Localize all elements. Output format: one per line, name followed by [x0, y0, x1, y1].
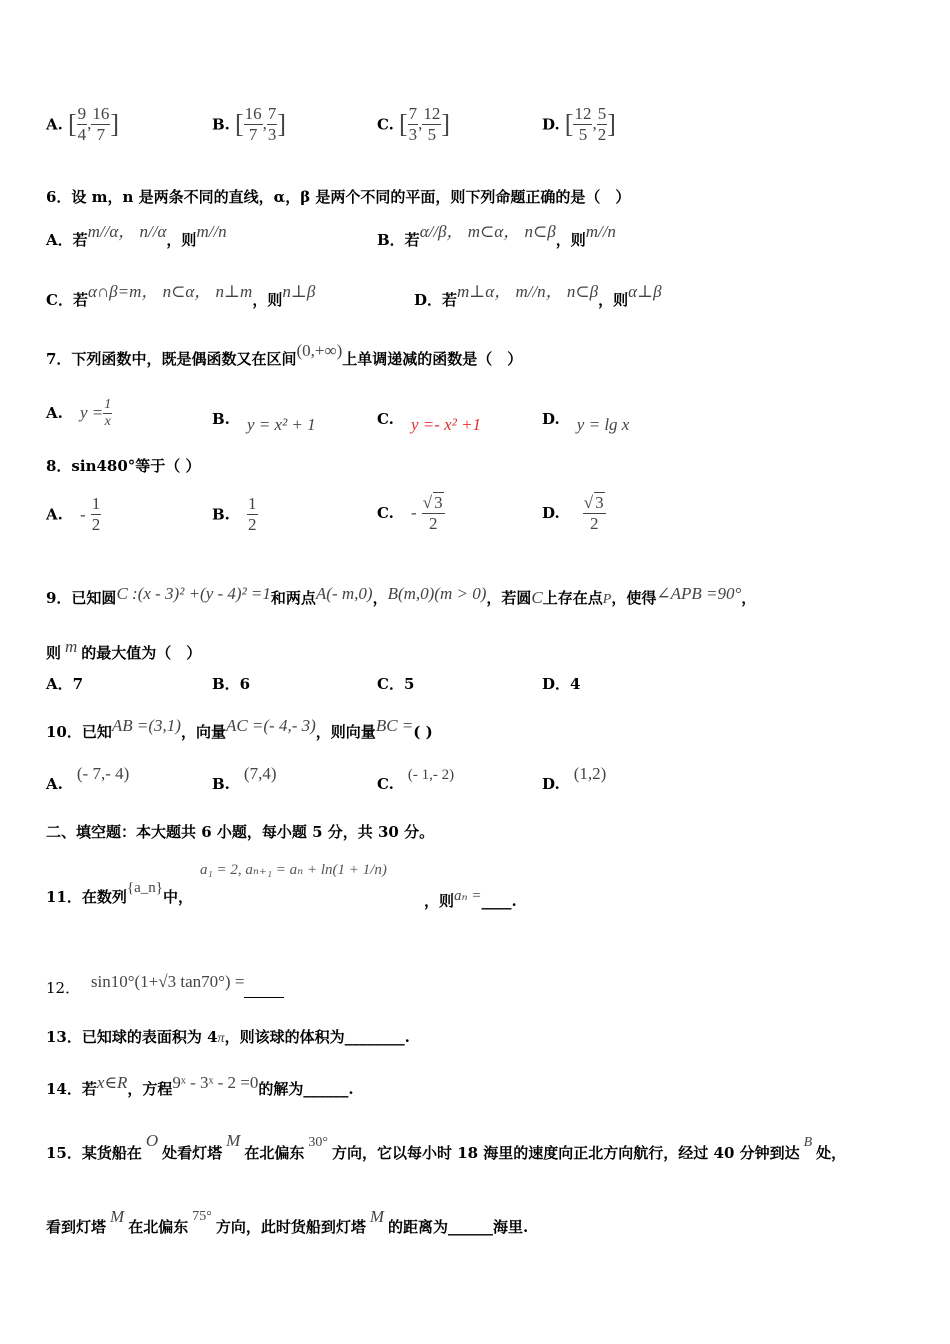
- q6-stem: 6．设 m，n 是两条不同的直线，α，β 是两个不同的平面，则下列命题正确的是（ ）: [46, 188, 631, 206]
- stem-text: 上存在点: [542, 589, 603, 607]
- point-o: O: [145, 1131, 159, 1150]
- fraction: $\frac{9}{4}$: [77, 104, 87, 144]
- q10-option-c[interactable]: [377, 764, 454, 793]
- point-a: A(- m,0): [315, 584, 373, 603]
- separator: ,: [418, 114, 423, 133]
- option-label: B.: [212, 115, 230, 134]
- q8-option-d[interactable]: [542, 492, 606, 534]
- bracket: ]: [110, 109, 120, 139]
- stem-text: 在北偏东: [244, 1144, 305, 1162]
- stem-text: 方向，此时货船到灯塔: [215, 1218, 366, 1236]
- condition: m//α， n//α: [87, 222, 167, 241]
- q7-option-a[interactable]: [46, 397, 112, 430]
- q15-line1: [46, 1131, 846, 1163]
- q9-option-d[interactable]: D．4: [542, 675, 581, 693]
- stem-text: ，使得: [611, 589, 657, 607]
- q5-option-b[interactable]: [212, 104, 286, 145]
- fraction: $\frac{1}{2}$: [248, 494, 257, 534]
- option-label: A.: [46, 404, 63, 422]
- section-heading: 二、填空题：本大题共 6 小题，每小题 5 分，共 30 分。: [46, 823, 435, 841]
- q13: [46, 1027, 410, 1049]
- stem-text: 看到灯塔: [46, 1218, 107, 1236]
- option-label: D.: [542, 504, 560, 522]
- vector-ab: AB =(3,1): [111, 716, 181, 735]
- option-label: A.: [46, 505, 63, 524]
- q5-option-d[interactable]: [542, 104, 616, 145]
- stem-text: 上单调递减的函数是（ ）: [342, 350, 523, 368]
- angle-condition: ∠APB =90°: [656, 584, 742, 603]
- q14: [46, 1073, 354, 1099]
- option-label: D.: [542, 775, 560, 793]
- q9-stem-line2: [46, 637, 201, 663]
- stem-text: 14．若: [46, 1080, 97, 1098]
- separator: ,: [262, 114, 267, 133]
- variable-m: m: [65, 637, 78, 656]
- q10-option-a[interactable]: [46, 764, 129, 793]
- option-label: C．若: [46, 291, 88, 309]
- option-label: A.: [46, 775, 63, 793]
- stem-text: 7．下列函数中，既是偶函数又在区间: [46, 350, 297, 368]
- option-label: D．若: [414, 291, 458, 309]
- stem-text: ，: [741, 589, 757, 607]
- answer-blank[interactable]: ____.: [481, 892, 517, 910]
- lighthouse-m: M: [110, 1207, 125, 1226]
- lighthouse-m: M: [369, 1207, 384, 1226]
- point-b: B(m,0)(m > 0): [387, 584, 487, 603]
- conclusion: m//n: [196, 222, 227, 241]
- stem-text: ，则该球的体积为________.: [224, 1028, 410, 1046]
- stem-text: ，向量: [180, 723, 226, 741]
- option-label: D.: [542, 115, 560, 134]
- q9-option-b[interactable]: B．6: [212, 675, 251, 693]
- stem-text: ，若圆: [486, 589, 532, 607]
- bracket: [: [399, 109, 408, 139]
- vector-bc: BC =: [375, 716, 414, 735]
- option-label: C.: [377, 504, 394, 522]
- q7-stem: [46, 341, 522, 369]
- bracket: [: [235, 109, 244, 139]
- expression: sin10°(1+√3 tan70°) =: [90, 972, 245, 991]
- q7-option-c[interactable]: [377, 410, 481, 435]
- fraction: $\frac{√ 3}{2}$: [422, 493, 443, 533]
- minus-sign: -: [411, 503, 417, 522]
- conclusion: m//n: [585, 222, 616, 241]
- q6-option-d[interactable]: [414, 282, 662, 310]
- q11-answer-line: [424, 886, 517, 911]
- vector-value: (- 7,- 4): [76, 764, 130, 783]
- stem-text: 处看灯塔: [162, 1144, 223, 1162]
- equation: 9ˣ - 3ˣ - 2 =0: [172, 1073, 259, 1092]
- condition: α//β， m⊂α， n⊂β: [419, 222, 556, 241]
- q12: [46, 972, 284, 998]
- option-label: B.: [212, 410, 230, 428]
- stem-text: ，则: [424, 892, 455, 910]
- option-label: A.: [46, 115, 63, 134]
- stem-text: 的解为______.: [258, 1080, 354, 1098]
- fraction: $\frac{5}{2}$: [597, 104, 607, 144]
- condition: m⊥α， m//n， n⊂β: [457, 282, 599, 301]
- condition: α∩β=m， n⊂α， n⊥m: [87, 282, 253, 301]
- fraction: $\frac{√ 3}{2}$: [583, 493, 604, 533]
- minus-sign: -: [79, 504, 86, 524]
- q7-option-b[interactable]: [212, 410, 316, 435]
- stem-text: ( ): [413, 723, 433, 741]
- stem-text: 中，: [162, 888, 193, 906]
- stem-text: 在北偏东: [128, 1218, 189, 1236]
- expression: y = lg x: [576, 415, 630, 434]
- pi-symbol: π: [217, 1031, 225, 1046]
- option-label: B.: [212, 775, 230, 793]
- stem-text: 的最大值为（ ）: [81, 644, 202, 662]
- separator: ,: [592, 114, 597, 133]
- then-text: ，则: [252, 291, 283, 309]
- fraction: $\frac{16}{7}$: [244, 104, 262, 144]
- angle-75: 75°: [192, 1209, 212, 1224]
- option-label: A．若: [46, 231, 88, 249]
- vector-ac: AC =(- 4,- 3): [225, 716, 316, 735]
- q9-option-c[interactable]: C．5: [377, 675, 415, 693]
- stem-text: ，: [372, 589, 388, 607]
- fraction: $\frac{1}{2}$: [91, 494, 101, 534]
- fraction: $\frac{16}{7}$: [92, 104, 110, 144]
- point-b: B: [803, 1135, 813, 1150]
- vector-value: (7,4): [243, 764, 277, 783]
- interval: (0,+∞): [296, 341, 343, 360]
- question-number: 12．: [46, 979, 81, 997]
- q6-option-c[interactable]: [46, 282, 315, 310]
- fraction: $\frac{12}{5}$: [574, 104, 592, 144]
- lighthouse-m: M: [226, 1131, 241, 1150]
- vector-value: (- 1,- 2): [407, 767, 455, 783]
- circle-name: C: [531, 588, 543, 607]
- bracket: ]: [277, 109, 287, 139]
- stem-text: 处，: [816, 1144, 847, 1162]
- fraction: $\frac{12}{5}$: [423, 104, 441, 144]
- option-label: D.: [542, 410, 560, 428]
- stem-text: 和两点: [270, 589, 316, 607]
- option-label: C.: [377, 115, 394, 134]
- sequence-term: aₙ =: [454, 888, 482, 904]
- vector-value: (1,2): [573, 764, 607, 783]
- q11-stem: [46, 878, 193, 907]
- q10-stem: [46, 716, 433, 742]
- stem-text: 10．已知: [46, 723, 112, 741]
- q8-option-c[interactable]: [377, 492, 445, 534]
- stem-text: 15．某货船在: [46, 1144, 142, 1162]
- stem-text: ，则向量: [315, 723, 376, 741]
- angle-30: 30°: [308, 1135, 328, 1150]
- q7-option-d[interactable]: [542, 410, 629, 435]
- bracket: ]: [441, 109, 451, 139]
- stem-text: ，方程: [127, 1080, 173, 1098]
- q6-option-a[interactable]: [46, 222, 227, 250]
- then-text: ，则: [555, 231, 586, 249]
- q6-option-b[interactable]: [377, 222, 616, 250]
- q10-option-d[interactable]: [542, 764, 606, 793]
- stem-text: 9．已知圆: [46, 589, 117, 607]
- q8-option-a[interactable]: [46, 494, 101, 535]
- fraction: $\frac{7}{3}$: [408, 104, 418, 144]
- q5-option-a[interactable]: [46, 104, 119, 145]
- option-label: C.: [377, 775, 394, 793]
- fraction: $\frac{1}{x}$: [104, 397, 112, 429]
- q10-option-b[interactable]: [212, 764, 276, 793]
- stem-text: 方向，它以每小时 18 海里的速度向正北方向航行，经过 40 分钟到达: [331, 1144, 800, 1162]
- expression: y =- x² +1: [411, 415, 482, 434]
- conclusion: n⊥β: [282, 282, 316, 301]
- sequence: {a_n}: [126, 880, 163, 896]
- stem-text: 的距离为______海里.: [388, 1218, 529, 1236]
- q9-stem: [46, 584, 756, 610]
- expression: y =: [79, 403, 104, 422]
- separator: ,: [87, 114, 92, 133]
- q5-option-c[interactable]: [377, 104, 450, 145]
- stem-text: 11．在数列: [46, 888, 127, 906]
- q8-stem: 8．sin480°等于（ ）: [46, 457, 201, 475]
- fraction: $\frac{7}{3}$: [267, 104, 277, 144]
- expression: y = x² + 1: [247, 415, 316, 434]
- point-p: P: [602, 592, 612, 607]
- option-label: B.: [212, 505, 230, 524]
- q9-option-a[interactable]: A．7: [46, 675, 84, 693]
- q11-recurrence: a₁ = 2, aₙ₊₁ = aₙ + ln(1 + 1/n): [200, 862, 387, 878]
- q8-option-b[interactable]: [212, 494, 258, 535]
- stem-text: 则: [46, 644, 62, 662]
- condition: x∈R: [96, 1073, 128, 1092]
- conclusion: α⊥β: [628, 282, 662, 301]
- answer-blank[interactable]: [244, 975, 284, 998]
- stem-text: 13．已知球的表面积为 4: [46, 1028, 218, 1046]
- then-text: ，则: [166, 231, 197, 249]
- bracket: ]: [607, 109, 616, 139]
- then-text: ，则: [598, 291, 629, 309]
- circle-equation: C :(x - 3)² +(y - 4)² =1: [116, 584, 271, 603]
- bracket: [: [564, 109, 574, 139]
- option-label: C.: [377, 410, 394, 428]
- q15-line2: [46, 1207, 528, 1237]
- option-label: B．若: [377, 231, 420, 249]
- bracket: [: [67, 109, 77, 139]
